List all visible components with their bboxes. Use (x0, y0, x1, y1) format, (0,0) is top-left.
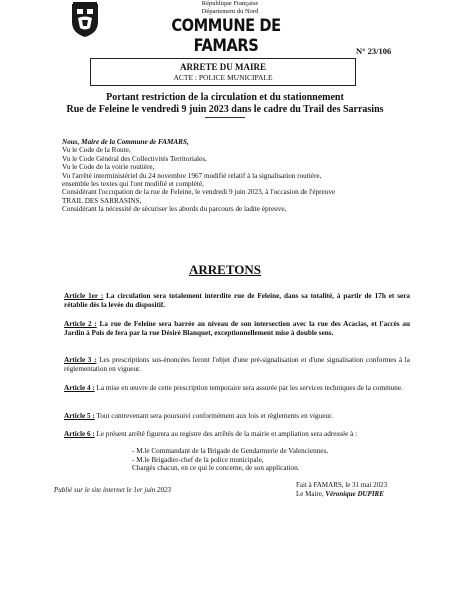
article-5 (64, 412, 410, 421)
article-text: La circulation sera totalement interdite rue de Feleine, dans sa totalité, à partir de 17h et sera rétablie dès la levée du dispositif. (64, 292, 410, 309)
mayor-prefix: Le Maire, (296, 489, 326, 498)
preamble-line: Vu l'arrêté interministériel du 24 novembre 1967 modifié relatif à la signalisation routière, (62, 171, 322, 180)
department-label: Département du Nord (201, 8, 259, 15)
preamble-line: Vu le Code Général des Collectivités Territoriales, (62, 154, 207, 163)
subject-line-1: Portant restriction de la circulation et du stationnement (106, 92, 344, 103)
decree-type-title: ARRETE DU MAIRE (179, 62, 266, 72)
article-heading: Article 5 : (64, 412, 95, 420)
preamble (62, 138, 412, 214)
preamble-intro: Nous, Maire de la Commune de FAMARS, (62, 138, 189, 146)
article-6 (64, 430, 410, 439)
recipients-list (104, 447, 404, 473)
recipient-item: - M.le Commandant de la Brigade de Gendarmerie de Valenciennes, (132, 447, 329, 455)
recipient-item: Chargés chacun, en ce qui le concerne, de son application. (132, 464, 300, 473)
article-1 (64, 292, 410, 309)
decree-number: N° 23/106 (356, 46, 392, 56)
article-3 (64, 356, 410, 373)
article-4 (64, 384, 410, 393)
article-heading: Article 1er : (64, 292, 104, 300)
preamble-line: TRAIL DES SARRASINS, (62, 196, 142, 205)
article-heading: Article 4 : (64, 384, 95, 392)
recipient-item: - M.le Brigadier-chef de la police municipale, (132, 455, 264, 464)
article-text: La mise en œuvre de cette prescription temporaire sera assurée par les services techniques de la commune. (94, 384, 403, 392)
preamble-line: Considérant la nécessité de sécuriser les abords du parcours de ladite épreuve, (62, 205, 287, 214)
article-heading: Article 6 : (64, 430, 95, 438)
preamble-line: Vu le Code de la Route, (62, 146, 131, 155)
preamble-line: Considérant l'occupation de la rue de Feleine, le vendredi 9 juin 2023, à l'occasion de l'épreuve (62, 188, 336, 197)
signature-block (296, 481, 387, 498)
republic-label: République Française (201, 0, 259, 7)
subject-line-2: Rue de Feleine le vendredi 9 juin 2023 dans le cadre du Trail des Sarrasins (66, 104, 384, 115)
decree-subject (20, 92, 430, 116)
article-text: Les prescriptions sus-énoncées feront l'objet d'une pré-signalisation et d'une signalisation conformes à la réglementation en vigueur. (64, 356, 410, 373)
decree-act-label: ACTE : POLICE MUNICIPALE (173, 73, 273, 82)
place-date: Fait à FAMARS, le 31 mai 2023 (296, 481, 388, 489)
article-text: La rue de Feleine sera barrée au niveau de son intersection avec la rue des Acacias, et l'accès au Jardin à Pois de fera par la rue Désiré Blanquet, exceptionnellement mise à double sens. (64, 320, 410, 337)
mayor-name: Véronique DUPIRE (325, 489, 384, 498)
preamble-line: ensemble les textes qui l'ont modifié et complété, (62, 180, 204, 189)
title-separator (205, 117, 245, 118)
publication-note: Publié sur le site internet le 1er juin 2023 (54, 486, 172, 494)
republic-header (140, 0, 320, 16)
commune-title: COMMUNE DE FAMARS (171, 16, 281, 56)
decision-heading: ARRETONS (188, 262, 261, 277)
preamble-line: Vu le Code de la voirie routière, (62, 163, 155, 172)
article-2 (64, 320, 410, 337)
decree-type-box (90, 58, 356, 86)
article-text: Tout contrevenant sera poursuivi conformément aux lois et règlements en vigueur. (94, 412, 333, 420)
article-heading: Article 3 : (64, 356, 97, 364)
mayor-signature (296, 490, 387, 499)
article-text: Le présent arrêté figurera au registre des arrêtés de la mairie et ampliation sera adressée à : (94, 430, 358, 438)
article-heading: Article 2 : (64, 320, 97, 328)
commune-crest-icon (69, 2, 101, 38)
